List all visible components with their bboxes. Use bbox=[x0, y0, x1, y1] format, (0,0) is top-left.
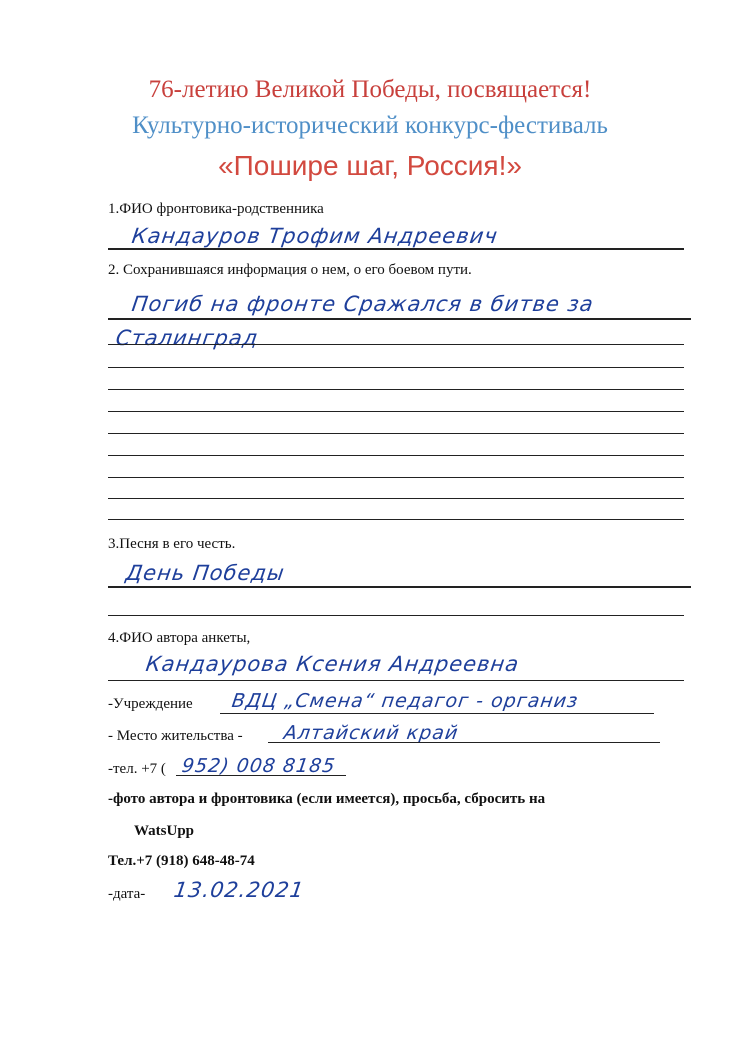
phone-answer: 952) 008 8185 bbox=[180, 755, 337, 777]
institution-line bbox=[220, 713, 654, 714]
q2-answer-line-9 bbox=[108, 498, 684, 499]
header-contest-name: Культурно-исторический конкурс-фестиваль bbox=[132, 112, 608, 139]
residence-label: - Место жительства - bbox=[108, 728, 243, 744]
q2-answer-line-1 bbox=[108, 318, 691, 320]
q2-answer-line-3 bbox=[108, 367, 684, 368]
date-label: -дата- bbox=[108, 886, 146, 902]
residence-line bbox=[268, 742, 660, 743]
contact-phone: Тел.+7 (918) 648-48-74 bbox=[108, 853, 255, 869]
q2-answer-line2: Сталинград bbox=[114, 326, 261, 350]
q2-answer-line-7 bbox=[108, 455, 684, 456]
q2-answer-line-8 bbox=[108, 477, 684, 478]
phone-line bbox=[176, 775, 346, 776]
q1-answer: Кандауров Трофим Андреевич bbox=[130, 224, 500, 248]
date-answer: 13.02.2021 bbox=[172, 878, 306, 902]
q2-answer-line-4 bbox=[108, 389, 684, 390]
q2-label: 2. Сохранившаяся информация о нем, о его боевом пути. bbox=[108, 262, 472, 278]
q3-answer: День Победы bbox=[124, 561, 287, 585]
q3-answer-line-1 bbox=[108, 586, 691, 588]
q2-answer-line-2 bbox=[108, 344, 684, 345]
photo-note-line1: -фото автора и фронтовика (если имеется), просьба, сбросить на bbox=[108, 791, 546, 807]
q3-answer-line-2 bbox=[108, 615, 684, 616]
q1-answer-line bbox=[108, 248, 684, 250]
header-dedication: 76-летию Великой Победы, посвящается! bbox=[148, 76, 592, 103]
residence-answer: Алтайский край bbox=[282, 722, 460, 744]
q4-answer-line bbox=[108, 680, 684, 681]
q2-answer-line-6 bbox=[108, 433, 684, 434]
institution-answer: ВДЦ „Смена“ педагог - организ bbox=[230, 690, 580, 712]
photo-note-line2: WatsUpp bbox=[134, 823, 195, 839]
q4-label: 4.ФИО автора анкеты, bbox=[108, 630, 251, 646]
q4-answer: Кандаурова Ксения Андреевна bbox=[144, 652, 521, 676]
q3-label: 3.Песня в его честь. bbox=[108, 536, 236, 552]
q2-answer-line-10 bbox=[108, 519, 684, 520]
institution-label: -Учреждение bbox=[108, 696, 193, 712]
q2-answer-line-5 bbox=[108, 411, 684, 412]
header-slogan: «Пошире шаг, Россия!» bbox=[218, 150, 522, 181]
q2-answer-line1: Погиб на фронте Сражался в битве за bbox=[130, 292, 596, 316]
q1-label: 1.ФИО фронтовика-родственника bbox=[108, 201, 324, 217]
phone-label: -тел. +7 ( bbox=[108, 761, 166, 777]
